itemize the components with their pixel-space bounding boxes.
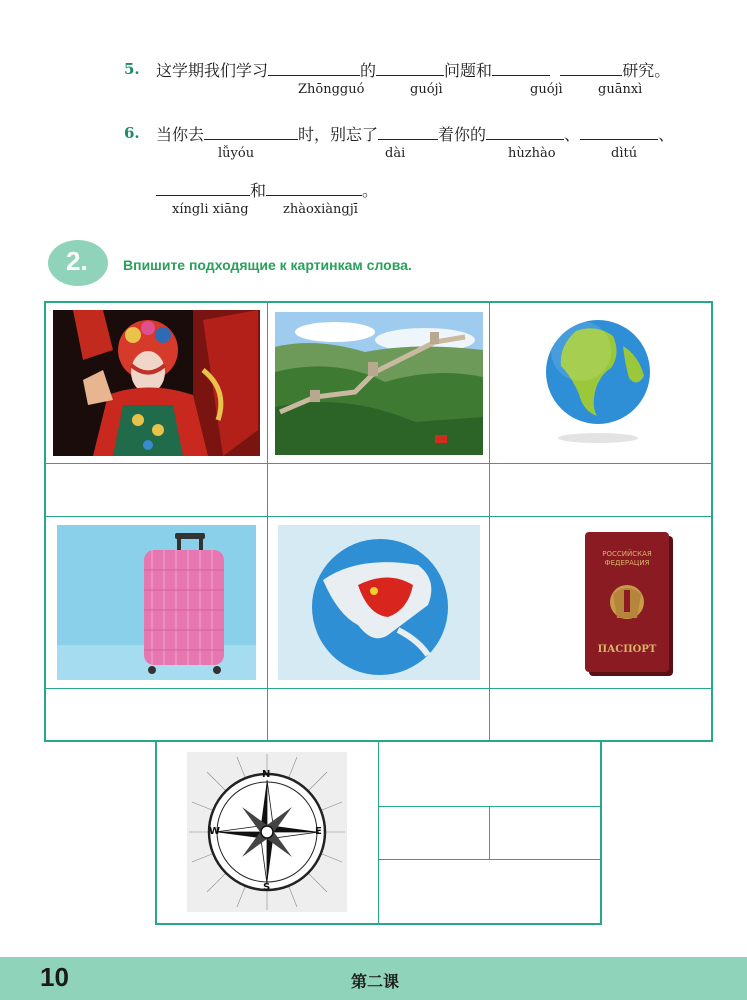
grid-divider <box>267 302 268 741</box>
pinyin-hint: zhàoxiàngjī <box>283 202 358 217</box>
answer-blank[interactable] <box>268 57 360 76</box>
table-divider <box>378 742 379 924</box>
great-wall-image <box>275 312 483 455</box>
sentence-5-segment: 的 <box>360 61 377 80</box>
answer-blank[interactable] <box>580 121 658 140</box>
sentence-6-segment: 、 <box>564 125 581 144</box>
sentence-6b-segment: 和 <box>250 181 267 200</box>
item-number-6: 6. <box>124 124 140 142</box>
compass-image <box>187 752 347 912</box>
sentence-6 <box>156 121 674 145</box>
sentence-6-segment: 当你去 <box>156 125 205 144</box>
exercise-number-badge <box>48 240 108 286</box>
compass-letter-n: N <box>262 769 271 780</box>
answer-blank[interactable] <box>378 121 438 140</box>
pinyin-hint: hùzhào <box>508 146 556 161</box>
passport-cover-title: РОССИЙСКАЯ ФЕДЕРАЦИЯ <box>602 550 652 567</box>
exercise-number: 2. <box>66 246 88 276</box>
sentence-6-segment: 时，别忘了 <box>298 125 379 144</box>
sentence-6b <box>156 177 378 201</box>
lesson-title: 第二课 <box>351 972 400 991</box>
pinyin-hint: dìtú <box>611 146 638 161</box>
answer-cell-opera[interactable] <box>46 465 266 515</box>
table-divider <box>379 859 601 860</box>
answer-cell-compass-3[interactable] <box>491 808 600 858</box>
sentence-5-segment: 这学期我们学习 <box>156 61 269 80</box>
sentence-5-segment: 研究。 <box>622 61 671 80</box>
passport-image <box>583 532 675 677</box>
answer-blank[interactable] <box>492 57 550 76</box>
pinyin-hint: dài <box>385 146 406 161</box>
answer-cell-globe[interactable] <box>491 465 711 515</box>
peking-opera-image <box>53 310 260 456</box>
answer-cell-compass-2[interactable] <box>381 808 488 858</box>
passport-cover-label: ПАСПОРТ <box>597 644 657 655</box>
grid-divider <box>45 688 712 689</box>
answer-cell-china-globe[interactable] <box>269 690 488 740</box>
pinyin-hint: guójì <box>410 82 443 97</box>
grid-divider <box>45 516 712 517</box>
pinyin-hint: Zhōngguó <box>298 82 365 97</box>
suitcase-image <box>57 525 256 680</box>
answer-blank[interactable] <box>376 57 444 76</box>
compass-letter-w: W <box>209 826 221 837</box>
answer-blank[interactable] <box>266 177 362 196</box>
sentence-6-segment: 、 <box>658 125 675 144</box>
page-number: 10 <box>40 962 69 992</box>
answer-blank[interactable] <box>560 57 622 76</box>
answer-blank[interactable] <box>204 121 298 140</box>
task-instruction: Впишите подходящие к картинкам слова. <box>123 257 412 273</box>
compass-letter-e: E <box>315 826 322 837</box>
answer-cell-great-wall[interactable] <box>269 465 488 515</box>
globe-image <box>541 316 656 446</box>
sentence-6-segment: 着你的 <box>438 125 487 144</box>
answer-cell-passport[interactable] <box>491 690 711 740</box>
pinyin-hint: guójì <box>530 82 563 97</box>
answer-cell-suitcase[interactable] <box>46 690 266 740</box>
sentence-5 <box>156 57 670 81</box>
pinyin-hint: xíngli xiāng <box>172 202 249 217</box>
sentence-5-segment: 问题和 <box>444 61 493 80</box>
pinyin-hint: lǚyóu <box>218 146 255 161</box>
table-divider <box>489 807 490 859</box>
pinyin-hint: guānxì <box>598 82 643 97</box>
sentence-6b-segment: 。 <box>362 181 379 200</box>
answer-cell-compass-4[interactable] <box>381 861 600 923</box>
grid-divider <box>489 302 490 741</box>
item-number-5: 5. <box>124 60 140 78</box>
grid-divider <box>45 463 712 464</box>
table-divider <box>379 806 601 807</box>
answer-blank[interactable] <box>486 121 564 140</box>
china-globe-image <box>278 525 480 680</box>
answer-blank[interactable] <box>156 177 250 196</box>
compass-letter-s: S <box>263 882 271 893</box>
answer-cell-compass-1[interactable] <box>381 744 600 805</box>
